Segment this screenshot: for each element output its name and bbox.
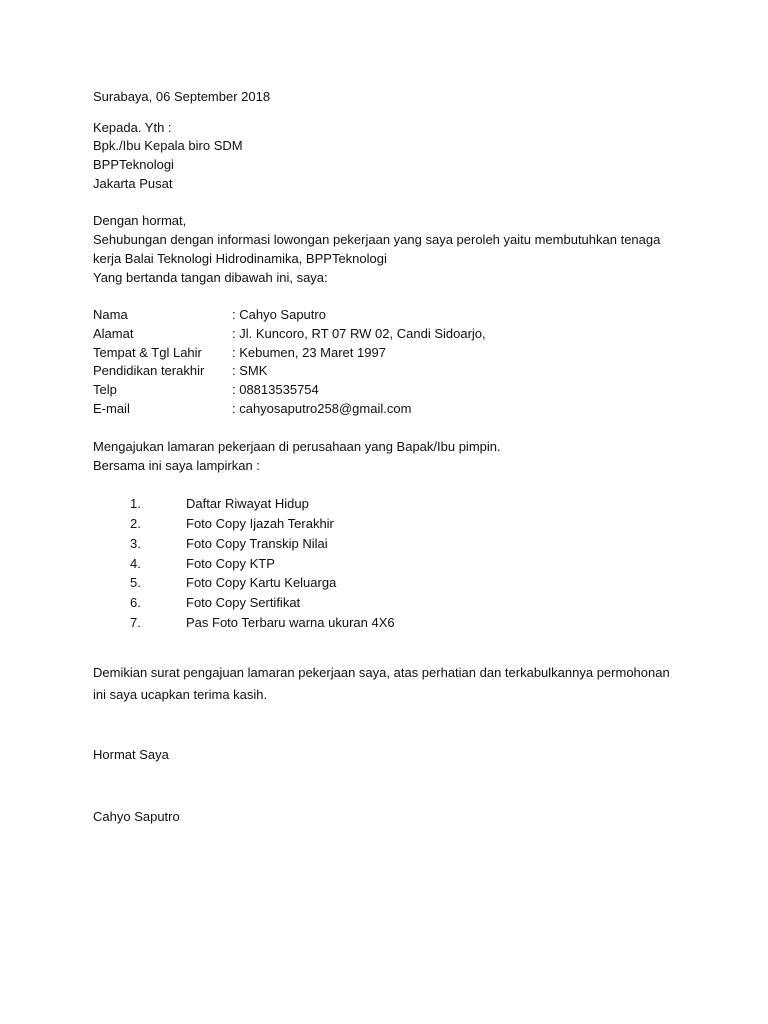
closing-line: ini saya ucapkan terima kasih. — [93, 687, 268, 702]
place-date: Surabaya, 06 September 2018 — [93, 89, 271, 104]
application-line: Mengajukan lamaran pekerjaan di perusahaan yang Bapak/Ibu pimpin. — [93, 439, 501, 454]
intro-line: Sehubungan dengan informasi lowongan pekerjaan yang saya peroleh yaitu membutuhkan tenaga — [93, 232, 661, 247]
field-label-ttl: Tempat & Tgl Lahir — [93, 345, 202, 360]
field-value-email: : cahyosaputro258@gmail.com — [232, 401, 412, 416]
attachment-item: Daftar Riwayat Hidup — [186, 496, 309, 511]
attachment-number: 2. — [130, 516, 141, 531]
attachment-number: 3. — [130, 536, 141, 551]
salutation: Dengan hormat, — [93, 213, 187, 228]
recipient-line: BPPTeknologi — [93, 157, 174, 172]
intro-line: kerja Balai Teknologi Hidrodinamika, BPPTeknologi — [93, 251, 387, 266]
field-label-alamat: Alamat — [93, 326, 134, 341]
attachment-number: 6. — [130, 595, 141, 610]
field-label-email: E-mail — [93, 401, 130, 416]
field-label-pendidikan: Pendidikan terakhir — [93, 363, 205, 378]
attachment-number: 7. — [130, 615, 141, 630]
field-value-pendidikan: : SMK — [232, 363, 268, 378]
field-value-ttl: : Kebumen, 23 Maret 1997 — [232, 345, 386, 360]
field-value-alamat: : Jl. Kuncoro, RT 07 RW 02, Candi Sidoarjo, — [232, 326, 486, 341]
recipient-line: Kepada. Yth : — [93, 120, 172, 135]
attachment-item: Foto Copy Kartu Keluarga — [186, 575, 337, 590]
recipient-line: Bpk./Ibu Kepala biro SDM — [93, 138, 243, 153]
attachment-item: Foto Copy Ijazah Terakhir — [186, 516, 334, 531]
attachment-number: 4. — [130, 556, 141, 571]
field-value-telp: : 08813535754 — [232, 382, 319, 397]
attachment-number: 1. — [130, 496, 141, 511]
intro-line: Yang bertanda tangan dibawah ini, saya: — [93, 270, 328, 285]
field-label-telp: Telp — [93, 382, 117, 397]
application-line: Bersama ini saya lampirkan : — [93, 458, 260, 473]
sign-off: Hormat Saya — [93, 747, 169, 762]
attachment-item: Foto Copy Transkip Nilai — [186, 536, 328, 551]
field-label-nama: Nama — [93, 307, 128, 322]
attachment-item: Pas Foto Terbaru warna ukuran 4X6 — [186, 615, 395, 630]
attachment-item: Foto Copy KTP — [186, 556, 275, 571]
field-value-nama: : Cahyo Saputro — [232, 307, 326, 322]
attachment-item: Foto Copy Sertifikat — [186, 595, 301, 610]
attachment-number: 5. — [130, 575, 141, 590]
signer-name: Cahyo Saputro — [93, 809, 180, 824]
closing-line: Demikian surat pengajuan lamaran pekerjaan saya, atas perhatian dan terkabulkannya permohonan — [93, 665, 670, 680]
recipient-line: Jakarta Pusat — [93, 176, 173, 191]
